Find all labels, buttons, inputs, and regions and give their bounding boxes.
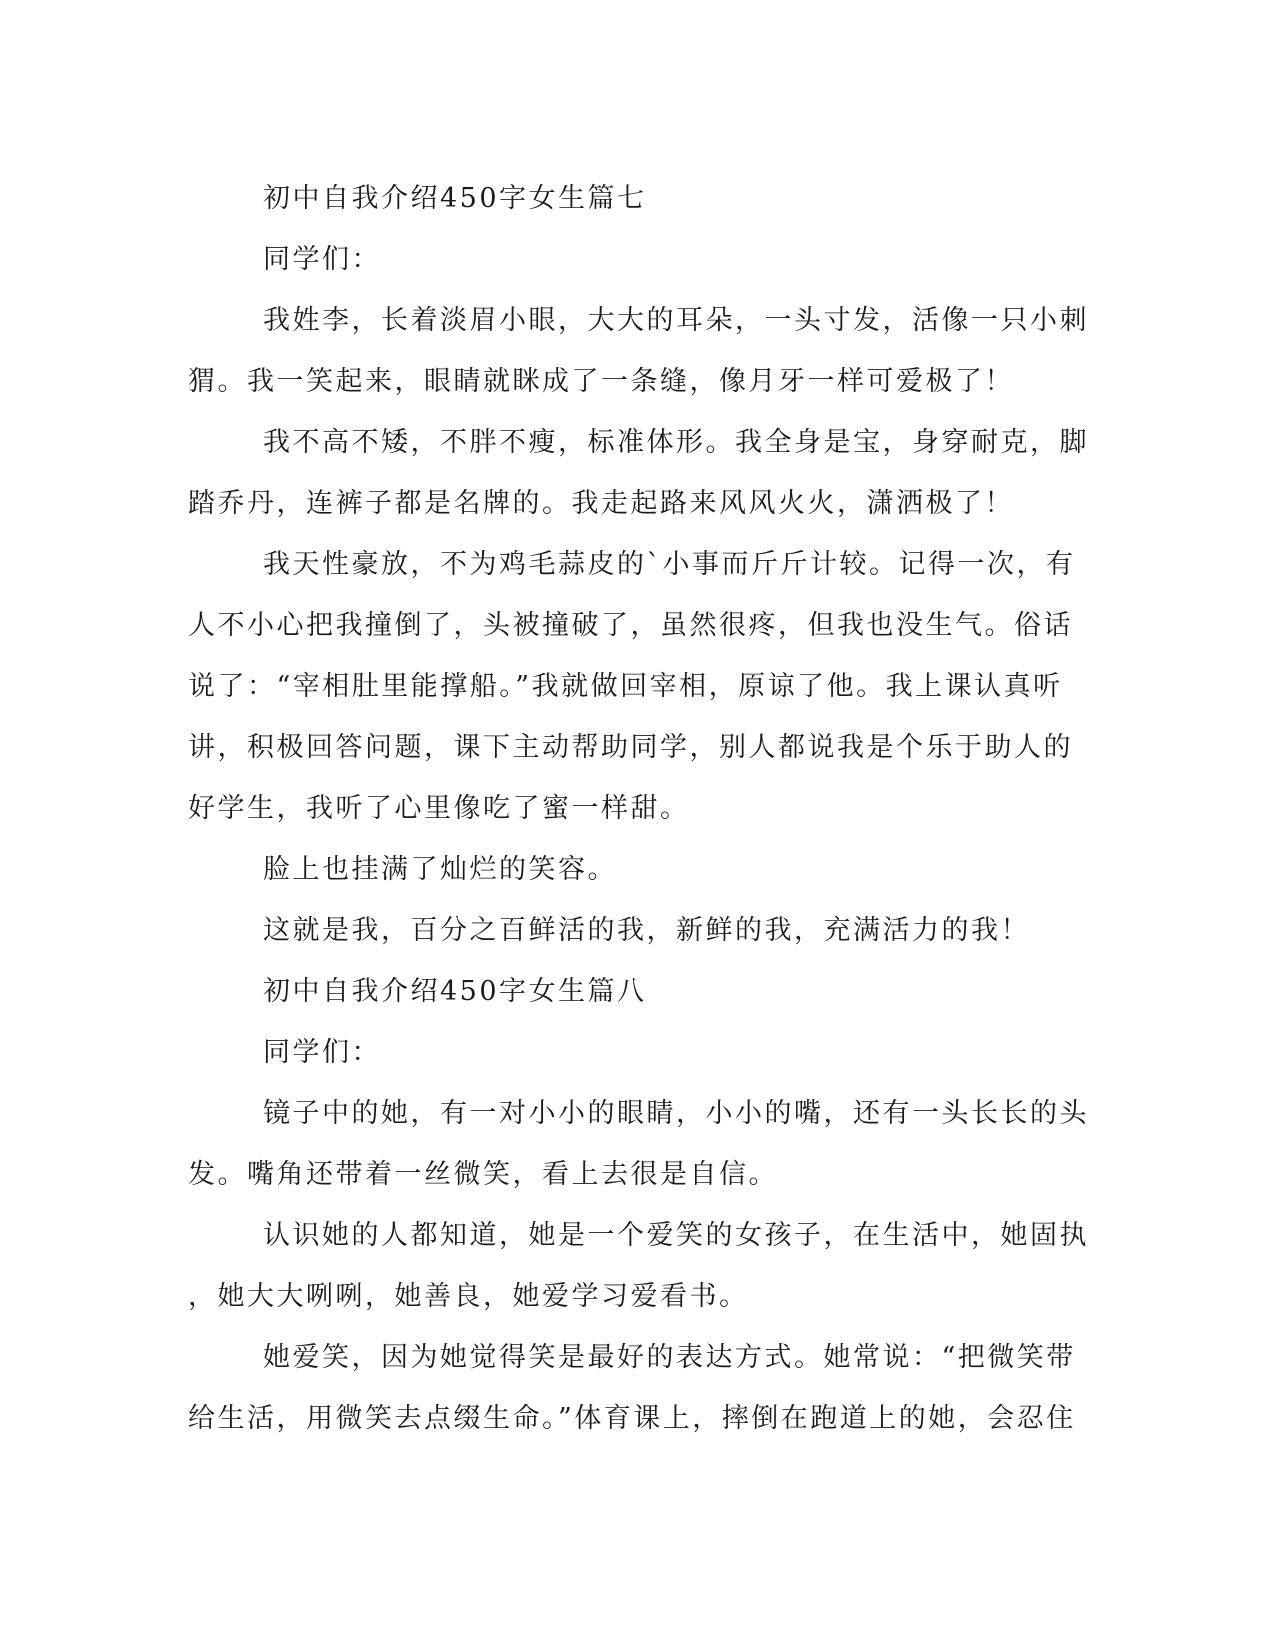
document-body bbox=[188, 168, 1088, 1449]
salutation: 同学们： bbox=[263, 1037, 381, 1068]
section-heading-7: 初中自我介绍450字女生篇七 bbox=[263, 183, 647, 214]
paragraph-line: 认识她的人都知道，她是一个爱笑的女孩子，在生活中，她固执 bbox=[263, 1220, 1089, 1251]
paragraph-line: 脸上也挂满了灿烂的笑容。 bbox=[263, 854, 617, 885]
paragraph-line: 发。嘴角还带着一丝微笑，看上去很是自信。 bbox=[188, 1159, 778, 1190]
section-heading-8: 初中自我介绍450字女生篇八 bbox=[263, 976, 647, 1007]
paragraph-line: 给生活，用微笑去点缀生命。”体育课上，摔倒在跑道上的她，会忍住 bbox=[188, 1403, 1076, 1434]
paragraph-line: 猬。我一笑起来，眼睛就眯成了一条缝，像月牙一样可爱极了！ bbox=[188, 366, 1014, 397]
paragraph-line: 我不高不矮，不胖不瘦，标准体形。我全身是宝，身穿耐克，脚 bbox=[263, 427, 1089, 458]
paragraph-line: 镜子中的她，有一对小小的眼睛，小小的嘴，还有一头长长的头 bbox=[263, 1098, 1089, 1129]
paragraph-line: 我姓李，长着淡眉小眼，大大的耳朵，一头寸发，活像一只小刺 bbox=[263, 305, 1089, 336]
paragraph-line: 她爱笑，因为她觉得笑是最好的表达方式。她常说：“把微笑带 bbox=[263, 1342, 1076, 1373]
paragraph-line: 讲，积极回答问题，课下主动帮助同学，别人都说我是个乐于助人的 bbox=[188, 732, 1073, 763]
paragraph-line: 踏乔丹，连裤子都是名牌的。我走起路来风风火火，潇洒极了！ bbox=[188, 488, 1014, 519]
paragraph-line: 说了：“宰相肚里能撑船。”我就做回宰相，原谅了他。我上课认真听 bbox=[188, 671, 1063, 702]
salutation: 同学们： bbox=[263, 244, 381, 275]
paragraph-line: 好学生，我听了心里像吃了蜜一样甜。 bbox=[188, 793, 690, 824]
paragraph-line: ，她大大咧咧，她善良，她爱学习爱看书。 bbox=[188, 1281, 749, 1312]
paragraph-line: 我天性豪放，不为鸡毛蒜皮的`小事而斤斤计较。记得一次，有 bbox=[263, 549, 1076, 580]
paragraph-line: 这就是我，百分之百鲜活的我，新鲜的我，充满活力的我！ bbox=[263, 915, 1030, 946]
paragraph-line: 人不小心把我撞倒了，头被撞破了，虽然很疼，但我也没生气。俗话 bbox=[188, 610, 1073, 641]
